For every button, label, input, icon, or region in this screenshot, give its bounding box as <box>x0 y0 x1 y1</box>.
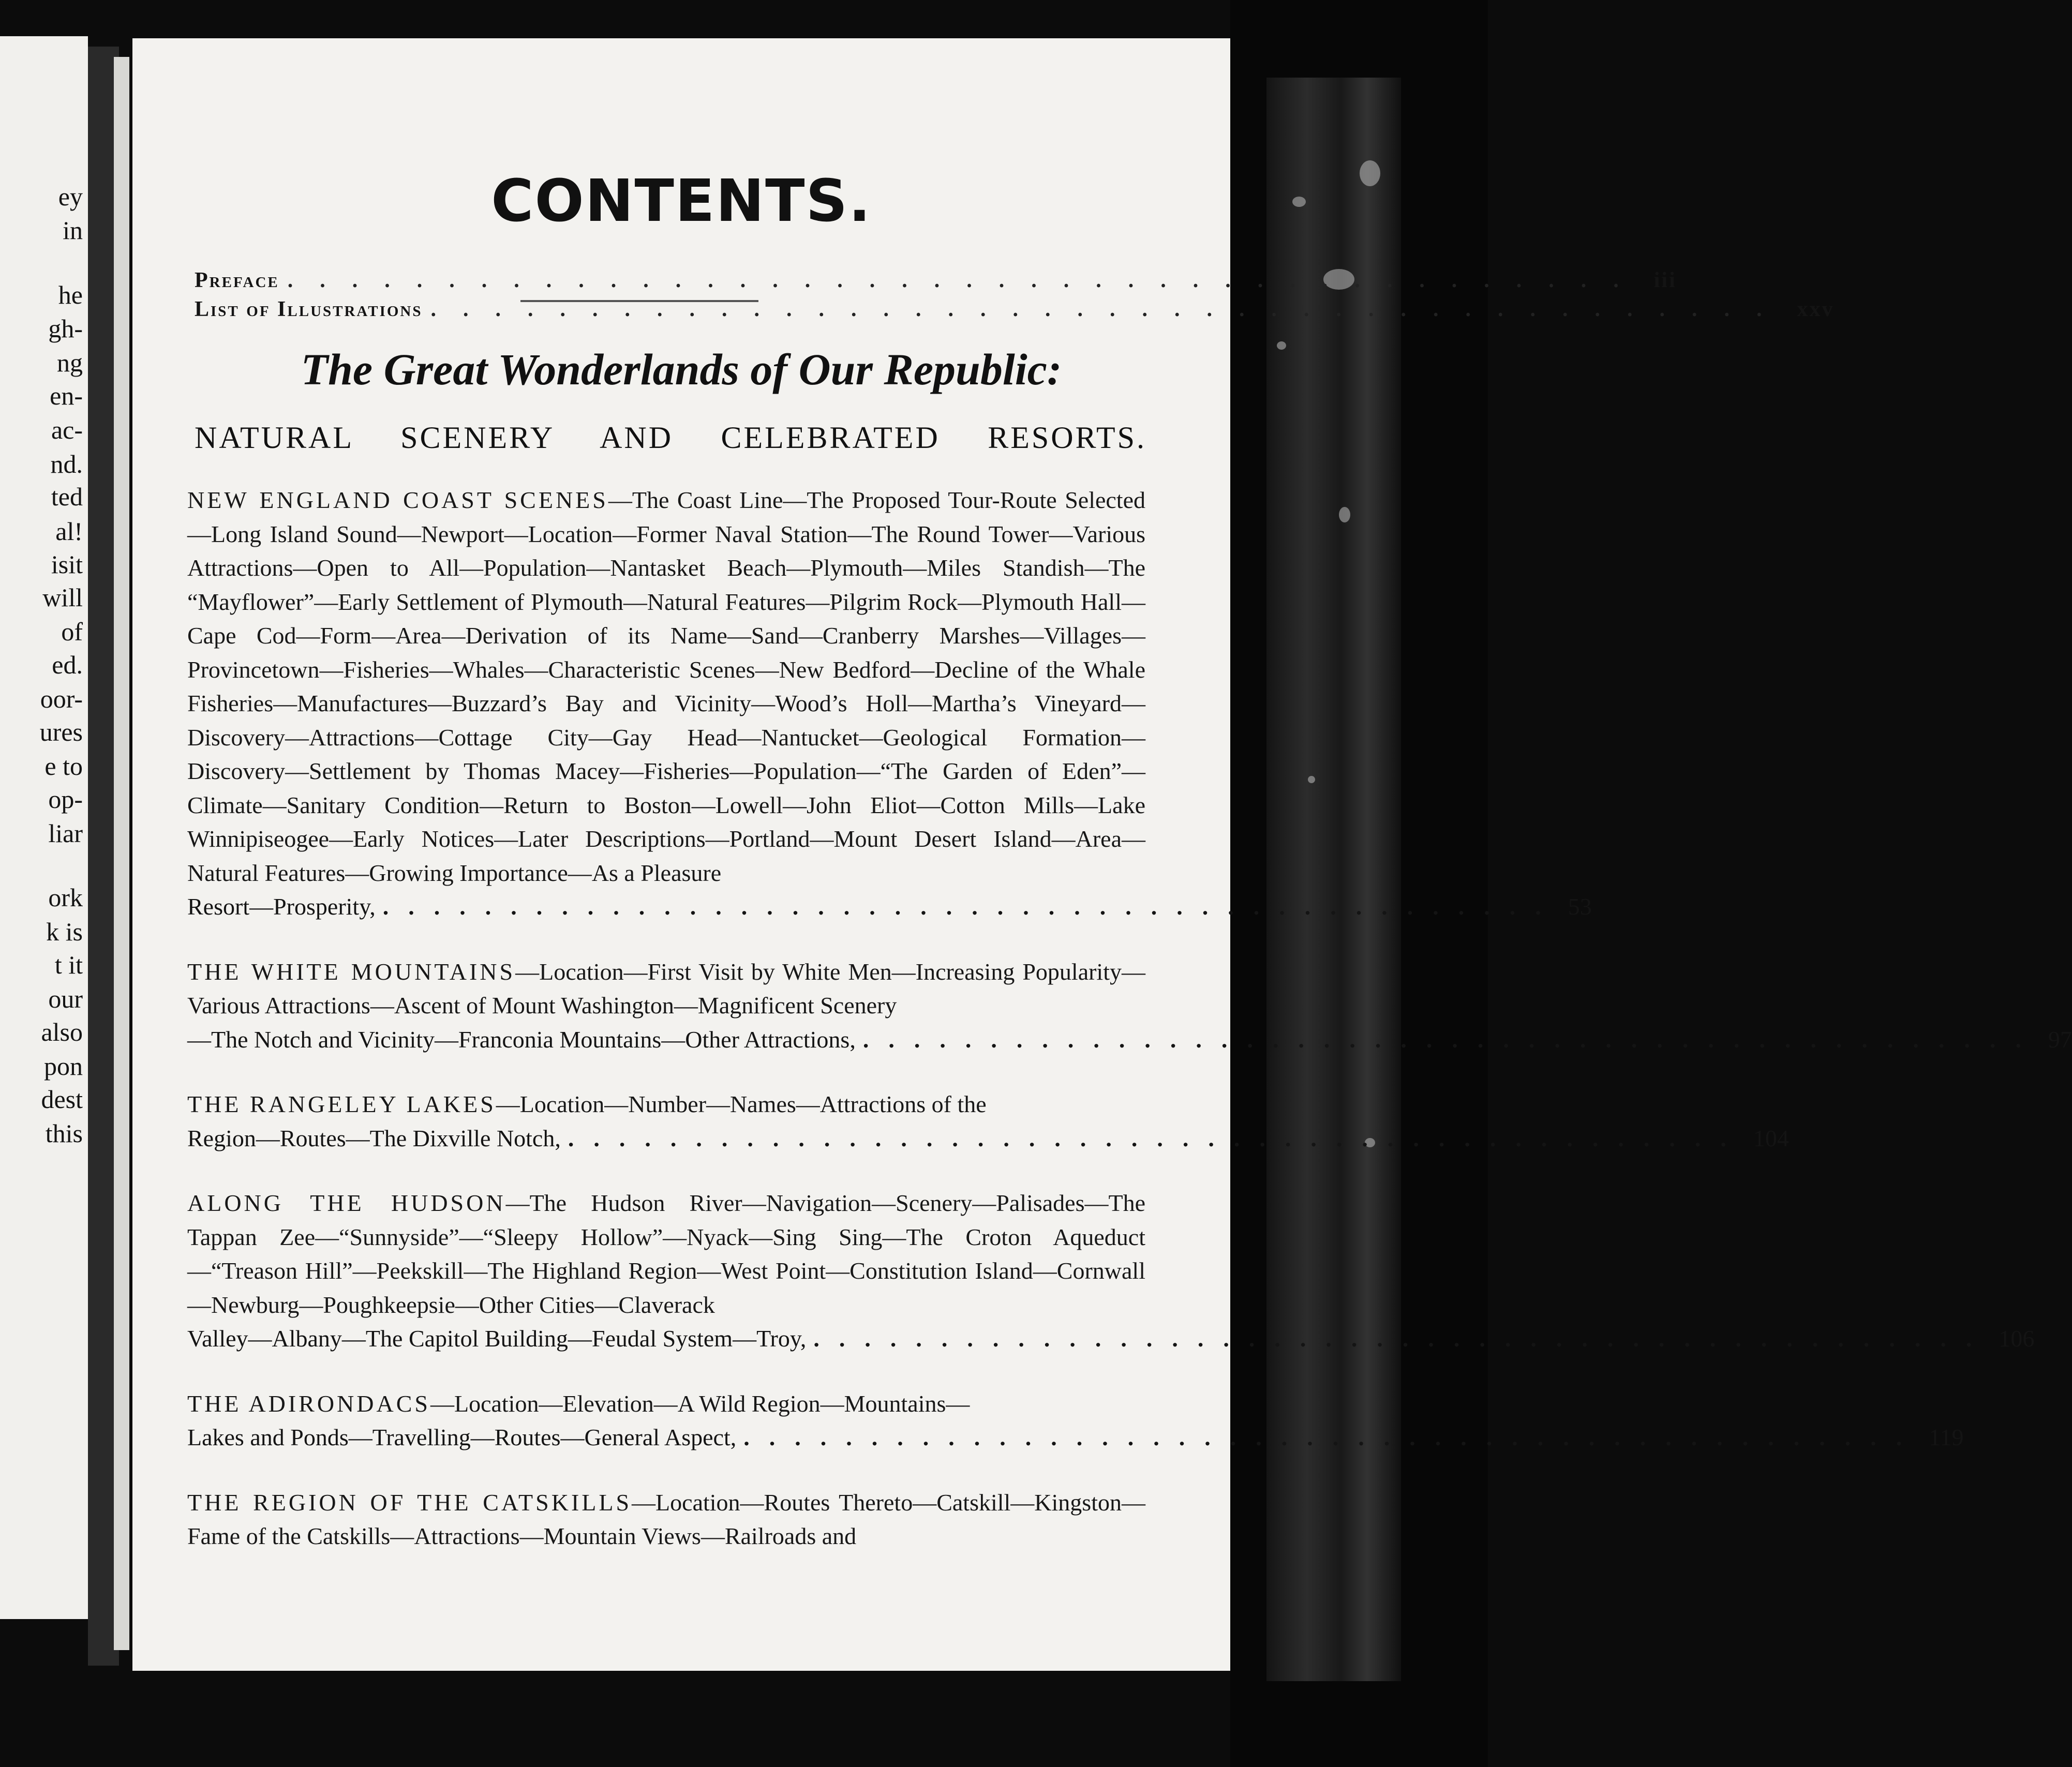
entry-leader-line <box>187 1420 1964 1455</box>
left-page-text-fragment: oor- <box>40 684 83 713</box>
entry-leader-line <box>187 1322 2035 1356</box>
left-page-text-fragment: liar <box>48 819 83 848</box>
left-page-text-fragment: this <box>45 1119 83 1148</box>
contents-sections <box>187 483 2072 1584</box>
contents-entry <box>187 1387 1964 1455</box>
left-page-text-fragment: en- <box>50 381 83 410</box>
left-page-text-fragment: ted <box>51 482 83 511</box>
left-page-text-fragment: ac- <box>51 415 83 444</box>
entry-heading: THE WHITE MOUNTAINS <box>187 958 516 985</box>
contents-entry <box>187 1486 1145 1553</box>
entry-description-end: Resort—Prosperity, <box>187 893 376 920</box>
front-matter-row-preface <box>195 262 1677 293</box>
front-matter-row-illustrations <box>195 291 1835 322</box>
dot-leader: .............................................. <box>743 1424 1922 1450</box>
dot-leader: .............................................. <box>813 1325 1992 1352</box>
sub-heading: NATURAL SCENERY AND CELEBRATED RESORTS. <box>195 421 1146 455</box>
left-page-text-fragment: our <box>48 984 83 1013</box>
entry-text <box>187 1186 1145 1322</box>
dot-leader: .............................................. <box>568 1125 1746 1151</box>
entry-heading: THE REGION OF THE CATSKILLS <box>187 1489 632 1516</box>
entry-heading: ALONG THE HUDSON <box>187 1190 506 1216</box>
entry-text <box>187 1087 1145 1121</box>
dot-leader: .......................................... <box>287 268 1646 292</box>
main-heading: The Great Wonderlands of Our Republic: <box>301 345 1062 394</box>
contents-entry <box>187 1186 2035 1356</box>
left-page-text-fragment: nd. <box>50 450 83 478</box>
left-page-text-fragment: ey <box>58 182 83 211</box>
entry-description-end: —The Notch and Vicinity—Franconia Mountains—Other Attractions, <box>187 1026 856 1053</box>
entry-page-number: 53 <box>1568 893 1592 920</box>
left-page-text-fragment: pon <box>44 1052 83 1081</box>
left-page-text-fragment: he <box>58 280 83 309</box>
left-page-text-fragment: gh- <box>48 314 83 343</box>
left-page-text-fragment: k is <box>46 917 83 946</box>
entry-page-number: 106 <box>1999 1325 2035 1352</box>
left-page-text-fragment: isit <box>51 550 83 579</box>
entry-text <box>187 1387 1145 1421</box>
page-title: CONTENTS. <box>491 168 872 235</box>
entry-heading: THE ADIRONDACS <box>187 1390 430 1417</box>
contents-entry <box>187 483 1592 924</box>
left-page-text-fragment: of <box>61 617 83 646</box>
left-page-text-fragment: will <box>42 583 83 612</box>
left-page-text-fragment: in <box>63 216 83 245</box>
left-page-text-fragment: ed. <box>52 650 83 679</box>
front-matter-label: List of Illustrations <box>195 297 423 321</box>
page-edge <box>114 57 129 1650</box>
contents-entry <box>187 955 2072 1057</box>
entry-page-number: 119 <box>1929 1424 1964 1450</box>
dot-leader: .......................................... <box>430 297 1789 321</box>
left-page-text-fragment: t it <box>54 950 83 979</box>
entry-description: —The Coast Line—The Proposed Tour-Route Selected—Long Island Sound—Newport—Location—Former Naval Station—The Round Tower—Various Attractions—Open to All—Population—Nantasket Beach—Plymouth—Miles Standish—The “Mayflower”—Early Settlement of Plymouth—Natural Features—Pilgrim Rock—Plymouth Hall—Cape Cod—Form—Area—Derivation of its Name—Sand—Cranberry Marshes—Villages—Provincetown—Fisheries—Whales—Characteristic Scenes—New Bedford—Decline of the Whale Fisheries—Manufactures—Buzzard’s Bay and Vicinity—Wood’s Holl—Martha’s Vineyard—Discovery—Attractions—Cottage City—Gay Head—Nantucket—Geological Formation—Discovery—Settlement by Thomas Macey—Fisheries—Population—“The Garden of Eden”—Climate—Sanitary Condition—Return to Boston—Lowell—John Eliot—Cotton Mills—Lake Winnipiseogee—Early Notices—Later Descriptions—Portland—Mount Desert Island—Area—Natural Features—Growing Importance—As a Pleasure <box>187 487 1146 886</box>
left-page-text-fragment: also <box>41 1017 83 1046</box>
entry-text <box>187 955 1145 1023</box>
entry-description-end: Lakes and Ponds—Travelling—Routes—General Aspect, <box>187 1424 737 1450</box>
entry-description: —Location—Number—Names—Attractions of the <box>496 1091 987 1117</box>
entry-leader-line <box>187 890 1592 924</box>
front-matter-page: iii <box>1653 268 1677 292</box>
entry-page-number: 104 <box>1753 1125 1789 1151</box>
entry-description-end: Region—Routes—The Dixville Notch, <box>187 1125 561 1151</box>
dot-leader: .............................................. <box>862 1026 2041 1053</box>
entry-text <box>187 483 1145 890</box>
left-page-text-fragment: ng <box>57 348 83 377</box>
left-page-text-fragment: e to <box>44 752 83 781</box>
contents-entry <box>187 1087 1789 1155</box>
left-page-text-fragment: op- <box>48 785 83 814</box>
entry-heading: NEW ENGLAND COAST SCENES <box>187 487 608 513</box>
entry-page-number: 97 <box>2048 1026 2072 1053</box>
contents-page <box>132 38 2072 1671</box>
entry-leader-line <box>187 1121 1789 1156</box>
entry-description-end: Valley—Albany—The Capitol Building—Feudal System—Troy, <box>187 1325 807 1352</box>
book-spine <box>1230 0 1488 1767</box>
left-page-text-fragment: ork <box>48 883 83 912</box>
entry-text <box>187 1486 1145 1553</box>
entry-description: —Location—Elevation—A Wild Region—Mountains— <box>430 1390 970 1417</box>
entry-description: —The Hudson River—Navigation—Scenery—Palisades—The Tappan Zee—“Sunnyside”—“Sleepy Hollow”—Nyack—Sing Sing—The Croton Aqueduct—“Treason Hill”—Peekskill—The Highland Region—West Point—Constitution Island—Cornwall—Newburg—Poughkeepsie—Other Cities—Claverack <box>187 1190 1145 1318</box>
entry-leader-line <box>187 1023 2072 1057</box>
front-matter-label: Preface <box>195 268 279 292</box>
entry-heading: THE RANGELEY LAKES <box>187 1091 496 1117</box>
divider-rule <box>520 300 758 302</box>
facing-page-left <box>0 36 88 1619</box>
entry-description: —Location—First Visit by White Men—Increasing Popularity—Various Attractions—Ascent of Mount Washington—Magnificent Scenery <box>187 958 1145 1019</box>
entry-description: —Location—Routes Thereto—Catskill—Kingston—Fame of the Catskills—Attractions—Mountain Views—Railroads and <box>187 1489 1145 1549</box>
left-page-text-fragment: ures <box>39 717 83 746</box>
dot-leader: .............................................. <box>382 893 1561 920</box>
front-matter-page: xxv <box>1797 297 1835 321</box>
left-page-text-fragment: dest <box>41 1085 83 1114</box>
left-page-text-fragment: al! <box>55 517 83 546</box>
